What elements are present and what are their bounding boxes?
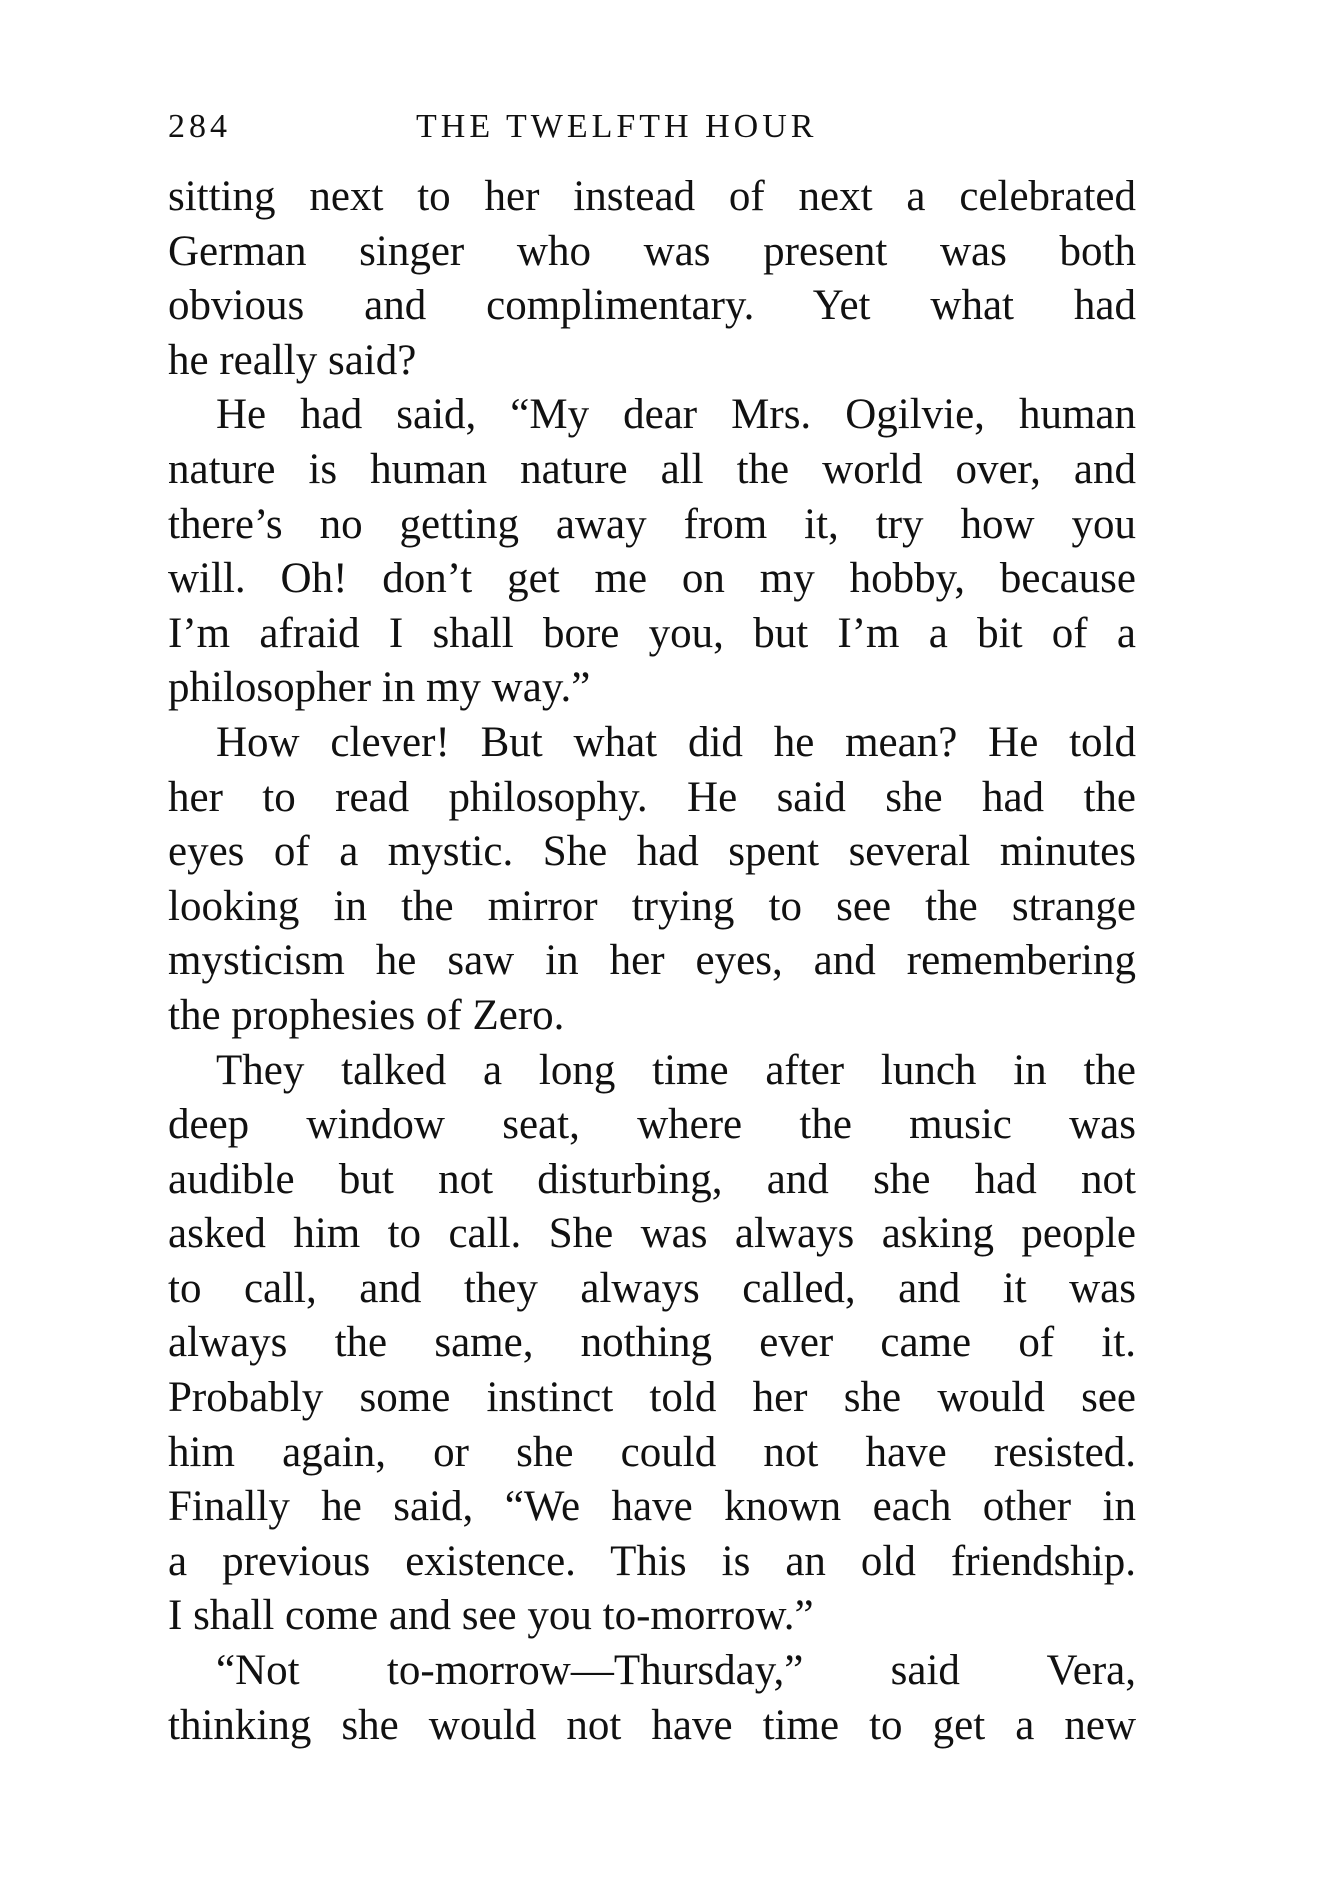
text-line: the prophesies of Zero. [168, 991, 565, 1039]
text-line: He had said, “My dear Mrs. Ogilvie, human [216, 391, 1136, 439]
text-line: I shall come and see you to-morrow.” [168, 1592, 814, 1640]
text-line: I’m afraid I shall bore you, but I’m a bit of a [168, 609, 1136, 657]
text-line: will. Oh! don’t get me on my hobby, because [168, 555, 1136, 603]
text-line: to call, and they always called, and it was [168, 1264, 1136, 1312]
text-line: How clever! But what did he mean? He told [216, 718, 1136, 766]
running-title: THE TWELFTH HOUR [416, 108, 818, 145]
text-line: audible but not disturbing, and she had not [168, 1155, 1136, 1203]
text-line: mysticism he saw in her eyes, and remembering [168, 937, 1136, 985]
text-line: him again, or she could not have resisted. [168, 1428, 1136, 1476]
text-line: Probably some instinct told her she would see [168, 1374, 1136, 1422]
text-line: he really said? [168, 336, 417, 384]
text-line: “Not to-morrow—Thursday,” said Vera, [216, 1647, 1136, 1695]
text-line: German singer who was present was both [168, 227, 1136, 275]
text-line: deep window seat, where the music was [168, 1101, 1136, 1149]
text-line: a previous existence. This is an old friendship. [168, 1537, 1136, 1585]
text-line: obvious and complimentary. Yet what had [168, 282, 1136, 330]
text-line: They talked a long time after lunch in the [216, 1046, 1136, 1094]
text-line: nature is human nature all the world over, and [168, 445, 1136, 493]
page-number: 284 [168, 108, 231, 145]
text-line: thinking she would not have time to get a new [168, 1701, 1136, 1749]
text-line: eyes of a mystic. She had spent several minutes [168, 828, 1136, 876]
text-line: Finally he said, “We have known each other in [168, 1483, 1136, 1531]
text-line: always the same, nothing ever came of it. [168, 1319, 1136, 1367]
text-line: philosopher in my way.” [168, 664, 591, 712]
body-text [168, 170, 1136, 1753]
text-line: sitting next to her instead of next a celebrated [168, 173, 1136, 220]
text-line: looking in the mirror trying to see the strange [168, 882, 1136, 930]
text-line: her to read philosophy. He said she had the [168, 773, 1136, 821]
text-line: asked him to call. She was always asking people [168, 1210, 1136, 1258]
text-line: there’s no getting away from it, try how you [168, 500, 1136, 548]
page-header [168, 108, 1138, 152]
